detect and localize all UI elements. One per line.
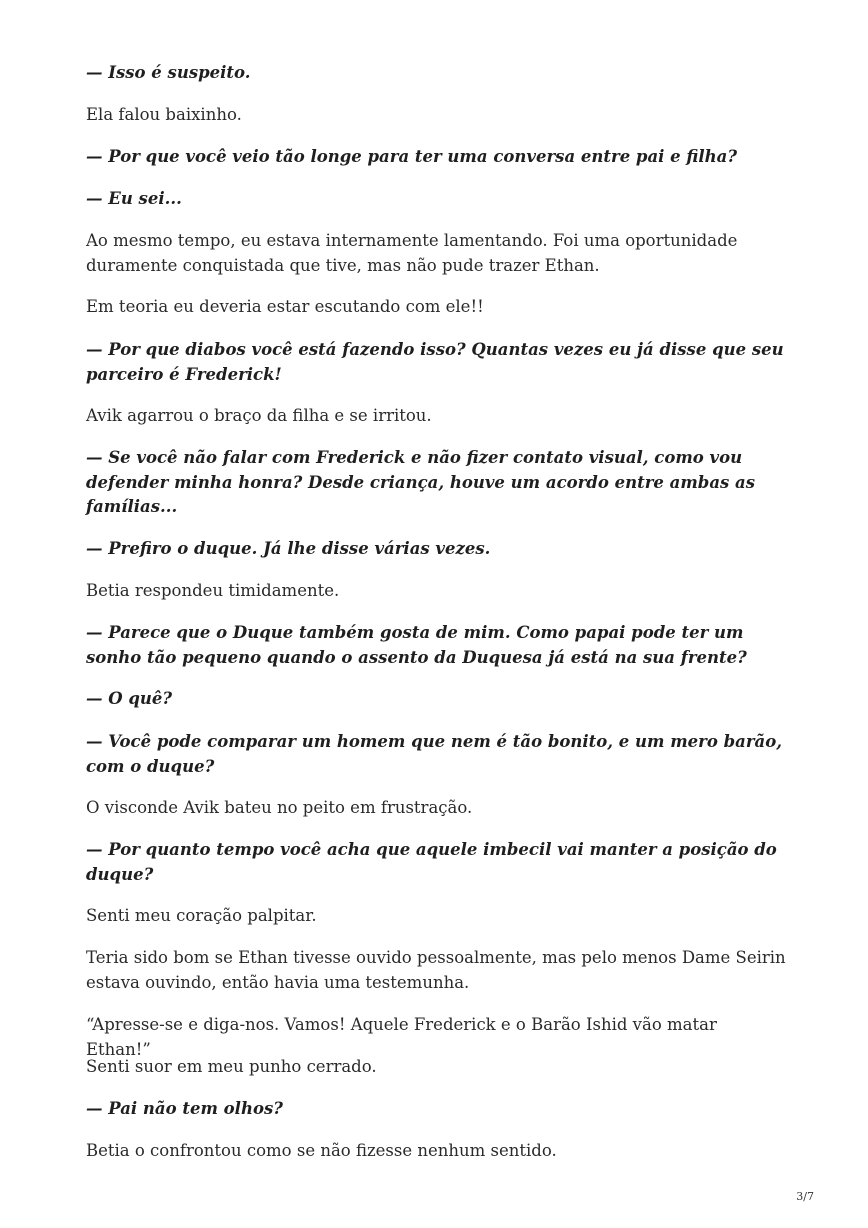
paragraph-16: — Por quanto tempo você acha que aquele imbecil vai manter a posição do duque? (86, 840, 777, 884)
paragraph-3: — Por que você veio tão longe para ter uma conversa entre pai e filha? (86, 147, 738, 166)
paragraph-6: Em teoria eu deveria estar escutando com ele!! (86, 297, 484, 316)
page-number: 3/7 (796, 1190, 814, 1203)
paragraph-22: Betia o confrontou como se não fizesse nenhum sentido. (86, 1141, 557, 1160)
paragraph-20: Senti suor em meu punho cerrado. (86, 1057, 377, 1076)
paragraph-8: Avik agarrou o braço da filha e se irritou. (86, 406, 432, 425)
paragraph-1: — Isso é suspeito. (86, 63, 251, 82)
paragraph-18: Teria sido bom se Ethan tivesse ouvido pessoalmente, mas pelo menos Dame Seirin estava ouvindo, então havia uma testemunha. (86, 948, 786, 992)
paragraph-4: — Eu sei... (86, 189, 182, 208)
paragraph-17: Senti meu coração palpitar. (86, 906, 317, 925)
paragraph-13: — O quê? (86, 689, 173, 708)
paragraph-11: Betia respondeu timidamente. (86, 581, 340, 600)
paragraph-10: — Prefiro o duque. Já lhe disse várias vezes. (86, 539, 491, 558)
paragraph-5: Ao mesmo tempo, eu estava internamente lamentando. Foi uma oportunidade duramente conquistada que tive, mas não pude trazer Ethan. (86, 231, 738, 275)
paragraph-21: — Pai não tem olhos? (86, 1099, 283, 1118)
paragraph-15: O visconde Avik bateu no peito em frustração. (86, 798, 473, 817)
paragraph-7: — Por que diabos você está fazendo isso? Quantas vezes eu já disse que seu parceiro é Frederick! (86, 340, 784, 384)
paragraph-14: — Você pode comparar um homem que nem é tão bonito, e um mero barão, com o duque? (86, 732, 782, 776)
paragraph-2: Ela falou baixinho. (86, 105, 242, 124)
paragraph-12: — Parece que o Duque também gosta de mim. Como papai pode ter um sonho tão pequeno quando o assento da Duquesa já está na sua frente? (86, 623, 747, 667)
paragraph-9: — Se você não falar com Frederick e não fizer contato visual, como vou defender minha honra? Desde criança, houve um acordo entre ambas as famílias... (86, 448, 756, 516)
paragraph-19: “Apresse-se e diga-nos. Vamos! Aquele Frederick e o Barão Ishid vão matar Ethan!” (86, 1015, 717, 1059)
